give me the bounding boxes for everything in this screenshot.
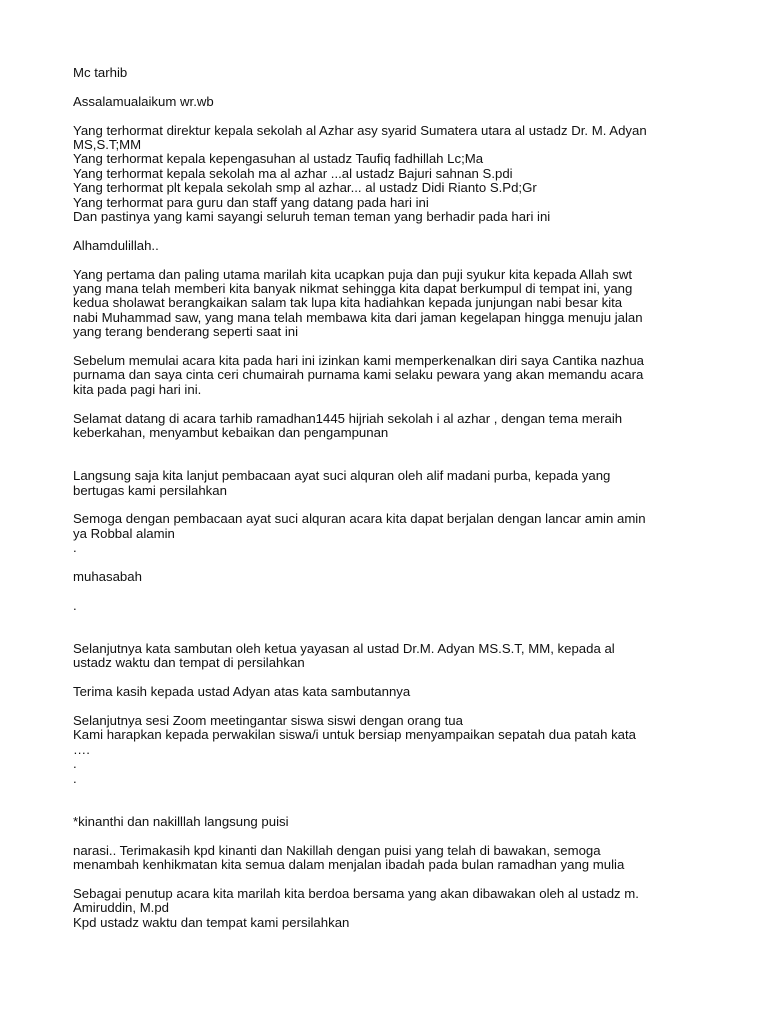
document-heading: Mc tarhib [73, 65, 128, 80]
text-line: yang terang benderang seperti saat ini [73, 324, 299, 340]
paragraph-gap [73, 829, 713, 843]
paragraph-gap [73, 613, 713, 627]
paragraph-gap [73, 584, 713, 598]
text-line: bertugas kami persilahkan [73, 482, 227, 498]
text-line: Yang pertama dan paling utama marilah kita ucapkan puja dan puji syukur kita kepada Allah swt [73, 266, 633, 282]
text-line: nabi Muhammad saw, yang mana telah membawa kita dari jaman kegelapan hingga menuju jalan [73, 309, 643, 325]
alhamdulillah-line: Alhamdulillah.. [73, 237, 159, 253]
greeting-line: Assalamualaikum wr.wb [73, 93, 214, 109]
text-line: Selamat datang di acara tarhib ramadhan1445 hijriah sekolah i al azhar , dengan tema meraih [73, 410, 623, 426]
paragraph-gap [73, 498, 713, 512]
text-line: Dan pastinya yang kami sayangi seluruh teman teman yang berhadir pada hari ini [73, 209, 551, 225]
paragraph-gap [73, 800, 713, 814]
narration-paragraph [73, 844, 713, 873]
text-line: Yang terhormat para guru dan staff yang datang pada hari ini [73, 194, 429, 210]
text-line: Amiruddin, M.pd [73, 900, 170, 916]
text-line: Yang terhormat kepala kepengasuhan al ustadz Taufiq fadhillah Lc;Ma [73, 151, 484, 167]
text-line: . [73, 540, 77, 556]
text-line: narasi.. Terimakasih kpd kinanti dan Nakillah dengan puisi yang telah di bawakan, semoga [73, 842, 601, 858]
paragraph-gap [73, 671, 713, 685]
text-line: ustadz waktu dan tempat di persilahkan [73, 655, 305, 671]
text-line: ya Robbal alamin [73, 525, 175, 541]
text-line: Yang terhormat kepala sekolah ma al azhar ...al ustadz Bajuri sahnan S.pdi [73, 165, 513, 181]
text-line: Selanjutnya kata sambutan oleh ketua yayasan al ustad Dr.M. Adyan MS.S.T, MM, kepada al [73, 641, 615, 657]
paragraph-gap [73, 786, 713, 800]
opening-prayer-paragraph [73, 268, 713, 340]
paragraph-gap [73, 109, 713, 123]
text-line: Semoga dengan pembacaan ayat suci alquran acara kita dapat berjalan dengan lancar amin amin [73, 511, 646, 527]
poetry-intro-line: *kinanthi dan nakilllah langsung puisi [73, 813, 289, 829]
text-line: Sebagai penutup acara kita marilah kita berdoa bersama yang akan dibawakan oleh al ustadz m. [73, 885, 639, 901]
honorifics-paragraph [73, 124, 713, 225]
text-line: keberkahan, menyambut kebaikan dan pengampunan [73, 425, 389, 441]
text-line: kita pada pagi hari ini. [73, 381, 202, 397]
zoom-session-paragraph [73, 714, 713, 786]
paragraph-gap [73, 872, 713, 886]
document-body [73, 66, 713, 930]
text-line: kedua sholawat berangkaikan salam tak lupa kita hadiahkan kepada junjungan nabi besar kita [73, 295, 623, 311]
text-line: Sebelum memulai acara kita pada hari ini izinkan kami memperkenalkan diri saya Cantika nazhua [73, 353, 645, 369]
text-line: Yang terhormat direktur kepala sekolah al Azhar asy syarid Sumatera utara al ustadz Dr. M. Adyan [73, 122, 647, 138]
paragraph-gap [73, 397, 713, 411]
paragraph-gap [73, 440, 713, 454]
text-line: . [73, 770, 77, 786]
text-line: …. [73, 741, 90, 757]
dot-line: . [73, 597, 77, 613]
text-line: Yang terhormat plt kepala sekolah smp al azhar... al ustadz Didi Rianto S.Pd;Gr [73, 180, 537, 196]
welcome-paragraph [73, 412, 713, 441]
paragraph-gap [73, 455, 713, 469]
text-line: . [73, 756, 77, 772]
text-line: Kami harapkan kepada perwakilan siswa/i untuk bersiap menyampaikan sepatah dua patah kata [73, 727, 637, 743]
after-quran-paragraph [73, 512, 713, 555]
text-line: MS,S.T;MM [73, 137, 142, 152]
text-line: Langsung saja kita lanjut pembacaan ayat suci alquran oleh alif madani purba, kepada yang [73, 468, 611, 484]
quran-reading-paragraph [73, 469, 713, 498]
text-line: Kpd ustadz waktu dan tempat kami persilahkan [73, 914, 350, 930]
paragraph-gap [73, 80, 713, 94]
paragraph-gap [73, 224, 713, 238]
text-line: menambah kenhikmatan kita semua dalam menjalan ibadah pada bulan ramadhan yang mulia [73, 857, 625, 873]
text-line: Selanjutnya sesi Zoom meetingantar siswa siswi dengan orang tua [73, 713, 463, 729]
text-line: purnama dan saya cinta ceri chumairah purnama kami selaku pewara yang akan memandu acara [73, 367, 644, 383]
sambutan-paragraph [73, 642, 713, 671]
thanks-line: Terima kasih kepada ustad Adyan atas kata sambutannya [73, 684, 411, 700]
closing-paragraph [73, 887, 713, 930]
introduction-paragraph [73, 354, 713, 397]
muhasabah-line: muhasabah [73, 569, 142, 585]
paragraph-gap [73, 556, 713, 570]
paragraph-gap [73, 700, 713, 714]
paragraph-gap [73, 340, 713, 354]
paragraph-gap [73, 628, 713, 642]
text-line: yang mana telah memberi kita banyak nikmat sehingga kita dapat berkumpul di tempat ini, yang [73, 281, 633, 297]
paragraph-gap [73, 253, 713, 267]
